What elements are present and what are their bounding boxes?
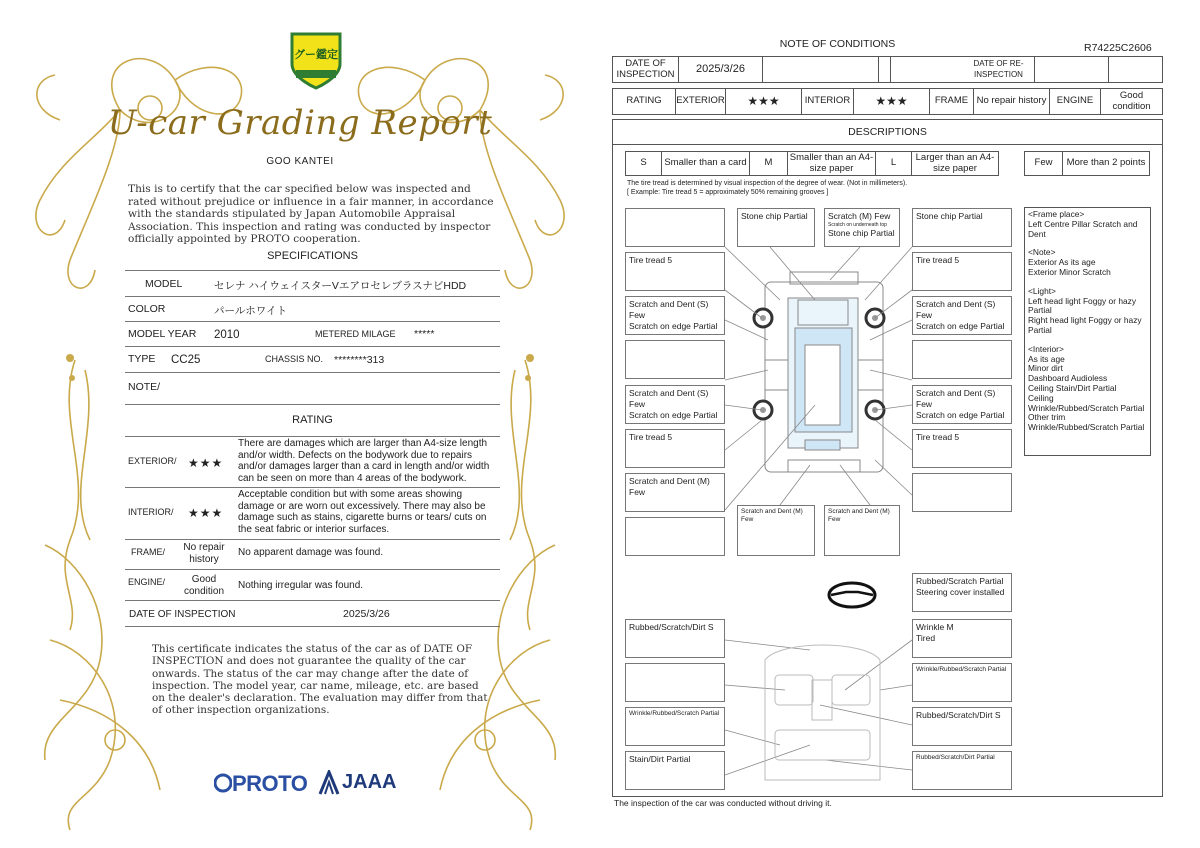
- callout-text: Stone chip Partial: [916, 211, 983, 221]
- jaaa-logo-mark: [318, 770, 340, 796]
- callout-text: Wrinkle/Rubbed/Scratch Partial: [629, 710, 720, 717]
- exterior-label: EXTERIOR/: [128, 456, 177, 466]
- callout-interior-bottom-left: [625, 751, 725, 790]
- callout-text: Scratch and Dent (M) Few: [629, 476, 710, 497]
- divider: [125, 404, 500, 405]
- callout-front-scratch: [824, 208, 900, 247]
- callout-tire-rear-right: [912, 429, 1012, 468]
- callout-rear-left: [625, 473, 725, 512]
- color-label: COLOR: [128, 303, 166, 315]
- callout-rear-right: [912, 473, 1012, 512]
- callout-stone-chip-left: [737, 208, 815, 247]
- divider: [125, 436, 500, 437]
- noc-title: NOTE OF CONDITIONS: [779, 38, 896, 50]
- callout-text: Tire tread 5: [629, 432, 673, 442]
- callout-text: Scratch on edge Partial: [916, 321, 1005, 331]
- divider: [125, 569, 500, 570]
- divider: [125, 600, 500, 601]
- legend-l-desc: Larger than an A4-size paper: [915, 152, 995, 174]
- callout-steering: [912, 573, 1012, 612]
- legend-m: M: [750, 152, 788, 175]
- legend-l: L: [876, 152, 912, 175]
- callout-text: Tire tread 5: [916, 432, 960, 442]
- legend-m-desc: Smaller than an A4-size paper: [788, 152, 876, 175]
- notes-line: Wrinkle/Rubbed/Scratch Partial: [1028, 422, 1145, 433]
- callout-text: Scratch and Dent (S) Few: [629, 299, 709, 320]
- noc-reference: R74225C2606: [1084, 42, 1152, 54]
- notes-list: [1028, 210, 1148, 433]
- exterior-stars: ★★★: [726, 89, 802, 114]
- notes-line: <Note>: [1028, 247, 1056, 258]
- notes-line: <Interior>: [1028, 343, 1064, 354]
- callout-interior-mid-right: [912, 663, 1012, 702]
- divider: [125, 372, 500, 373]
- callout-tire-front-right: [912, 252, 1012, 291]
- color-value: パールホワイト: [214, 305, 287, 317]
- engine-value: Good condition: [1112, 90, 1151, 112]
- callout-small-text: Scratch on underneath top: [828, 222, 887, 228]
- chassis-label: CHASSIS NO.: [265, 354, 324, 364]
- interior-description: Acceptable condition but with some areas showing damage or are worn out excessively. There may also be damage such as stains, cigarette burns or tears/ cuts on the seat fabric or interior surfaces.: [238, 489, 487, 535]
- callout-text: Steering cover installed: [916, 587, 1005, 597]
- divider: [125, 626, 500, 627]
- callout-text: Scratch (M) Few: [828, 211, 891, 221]
- notes-line: <Light>: [1028, 285, 1056, 296]
- callout-right-front-panel: [912, 296, 1012, 335]
- rating-label: RATING: [613, 89, 676, 114]
- frame-description: No apparent damage was found.: [238, 547, 384, 558]
- divider: [125, 539, 500, 540]
- frame-value: No repair history: [183, 542, 225, 565]
- callout-text: Stain/Dirt Partial: [629, 754, 691, 764]
- notes-line: Right head light Foggy or hazy Partial: [1028, 315, 1142, 335]
- interior-stars: ★★★: [854, 89, 930, 114]
- interior-stars: ★★★: [188, 506, 224, 520]
- callout-text: Stone chip Partial: [741, 211, 808, 221]
- date-label: DATE OF INSPECTION: [129, 609, 236, 620]
- noc-footer: The inspection of the car was conducted without driving it.: [614, 798, 832, 808]
- callout-rear-bottom-left: [625, 517, 725, 556]
- notes-line: Exterior Minor Scratch: [1028, 266, 1111, 277]
- date-value: 2025/3/26: [679, 57, 763, 82]
- type-value: CC25: [171, 354, 201, 366]
- notes-line: Exterior As its age: [1028, 257, 1096, 268]
- rating-heading: RATING: [292, 414, 333, 426]
- tire-note: The tire tread is determined by visual inspection of the degree of wear. (Not in millimeters).: [627, 180, 908, 187]
- note-label: NOTE/: [128, 381, 161, 393]
- notes-line: Dashboard Audioless: [1028, 373, 1108, 384]
- exterior-stars: ★★★: [188, 456, 224, 470]
- notes-line: Other trim: [1028, 412, 1066, 423]
- callout-right-mid: [912, 340, 1012, 379]
- divider: [125, 270, 500, 271]
- notes-line: Left Centre Pillar Scratch and Dent: [1028, 218, 1138, 239]
- callout-text: Wrinkle/Rubbed/Scratch Partial: [916, 666, 1007, 673]
- notes-line: Left head light Foggy or hazy Partial: [1028, 295, 1137, 316]
- certificate-subtitle: GOO KANTEI: [266, 156, 334, 167]
- notes-line: Ceiling: [1028, 392, 1054, 403]
- divider: [125, 487, 500, 488]
- goo-kantei-badge: [288, 30, 344, 90]
- chassis-value: ********313: [334, 354, 385, 366]
- callout-tire-front-left: [625, 252, 725, 291]
- tire-note-example: [ Example: Tire tread 5 = approximately 50% remaining grooves ]: [627, 189, 829, 196]
- callout-interior-bottom-right: [912, 751, 1012, 790]
- callout-left-rear-panel: [625, 385, 725, 424]
- steering-wheel-icon: [826, 580, 878, 610]
- callout-text: Tired: [916, 633, 936, 643]
- reinspection-label: DATE OF RE-INSPECTION: [963, 57, 1035, 82]
- legend-few-desc: More than 2 points: [1066, 157, 1146, 169]
- certificate-footer: This certificate indicates the status of the car as of DATE OF INSPECTION and does not guarantee the quality of the car onwards. The status of the car may change after the date of inspection. The model year, car name, mileage, etc. are based on the dealer's declaration. The evaluation may differ from that of other inspection organizations.: [152, 643, 488, 717]
- callout-interior-mid-left: [625, 663, 725, 702]
- type-label: TYPE: [128, 353, 156, 365]
- callout-text: Scratch on edge Partial: [629, 321, 718, 331]
- model-year-label: MODEL YEAR: [128, 328, 197, 340]
- note-of-conditions: [600, 0, 1200, 848]
- engine-label: ENGINE/: [128, 577, 166, 587]
- interior-label: INTERIOR/: [128, 507, 174, 517]
- mileage-value: *****: [414, 328, 435, 340]
- engine-description: Nothing irregular was found.: [238, 580, 364, 591]
- notes-line: <Frame place>: [1028, 209, 1085, 219]
- callout-interior-rear-left: [625, 707, 725, 746]
- callout-text: Scratch and Dent (S) Few: [629, 388, 709, 409]
- notes-line: Ceiling Stain/Dirt Partial: [1028, 382, 1117, 393]
- callout-text: Rubbed/Scratch/Dirt S: [916, 710, 1001, 720]
- callout-text: Scratch and Dent (M) Few: [828, 508, 890, 523]
- descriptions-heading: DESCRIPTIONS: [612, 119, 1163, 145]
- frame-label: FRAME/: [131, 547, 166, 557]
- certificate-intro: This is to certify that the car specified below was inspected and rated without prejudice or influence in a fair manner, in accordance with the standards stipulated by Japan Automobile Appraisal Association. This inspection and rating was conducted by inspector officially appointed by PROTO cooperation.: [128, 183, 494, 246]
- mileage-label: METERED MILAGE: [315, 329, 396, 339]
- callout-right-rear-panel: [912, 385, 1012, 424]
- callout-text: Rubbed/Scratch/Dirt Partial: [916, 754, 995, 761]
- callout-text: Scratch on edge Partial: [916, 410, 1005, 420]
- callout-interior-front-right: [912, 619, 1012, 658]
- callout-rear-mid-right: [824, 505, 900, 556]
- divider: [125, 321, 500, 322]
- proto-logo: PROTO: [232, 771, 308, 796]
- certificate-title: U-car Grading Report: [107, 103, 493, 143]
- callout-interior-rear-right: [912, 707, 1012, 746]
- callout-text: Wrinkle M: [916, 622, 954, 632]
- badge-text: グー鑑定: [294, 48, 338, 61]
- legend-few: Few: [1025, 152, 1063, 175]
- callout-left-mid: [625, 340, 725, 379]
- notes-line: Minor dirt: [1028, 363, 1063, 374]
- date-value: 2025/3/26: [343, 608, 390, 620]
- notes-line: Wrinkle/Rubbed/Scratch Partial: [1028, 402, 1145, 413]
- frame-label: FRAME: [930, 89, 974, 114]
- specifications-heading: SPECIFICATIONS: [267, 250, 358, 262]
- callout-text: Scratch on edge Partial: [629, 410, 718, 420]
- exterior-description: There are damages which are larger than A4-size length and/or width. Defects on the bodywork due to repairs and/or damages larger than a card in length and/or width can be seen on more than 4 areas of the bodywork.: [238, 438, 490, 484]
- callout-text: Tire tread 5: [916, 255, 960, 265]
- date-label: DATE OF INSPECTION: [613, 57, 679, 82]
- divider: [125, 346, 500, 347]
- model-year-value: 2010: [214, 329, 240, 341]
- callout-front-left-top: [625, 208, 725, 247]
- frame-value: No repair history: [974, 89, 1050, 114]
- callout-text: Scratch and Dent (S) Few: [916, 388, 996, 409]
- callout-text: Tire tread 5: [629, 255, 673, 265]
- callout-text: Rubbed/Scratch Partial: [916, 576, 1004, 586]
- engine-label: ENGINE: [1050, 89, 1101, 114]
- callout-left-front-panel: [625, 296, 725, 335]
- notes-line: As its age: [1028, 353, 1065, 364]
- interior-label: INTERIOR: [802, 89, 854, 114]
- callout-text: Scratch and Dent (M) Few: [741, 508, 803, 523]
- model-label: MODEL: [145, 278, 183, 290]
- callout-stone-chip-right: [912, 208, 1012, 247]
- proto-logo-mark: [214, 773, 232, 793]
- exterior-label: EXTERIOR: [676, 89, 726, 114]
- model-value: セレナ ハイウェイスターVエアロセレブラスナビHDD: [214, 280, 467, 292]
- legend-s-desc: Smaller than a card: [662, 152, 750, 175]
- callout-tire-rear-left: [625, 429, 725, 468]
- legend-s: S: [626, 152, 662, 175]
- callout-text: Stone chip Partial: [828, 228, 895, 238]
- callout-rear-mid-left: [737, 505, 815, 556]
- callout-interior-front-left: [625, 619, 725, 658]
- callout-text: Scratch and Dent (S) Few: [916, 299, 996, 320]
- callout-text: Rubbed/Scratch/Dirt S: [629, 622, 714, 632]
- car-interior-diagram: [750, 640, 895, 790]
- engine-value: Good condition: [183, 574, 225, 597]
- divider: [125, 296, 500, 297]
- jaaa-logo: JAAA: [342, 771, 397, 793]
